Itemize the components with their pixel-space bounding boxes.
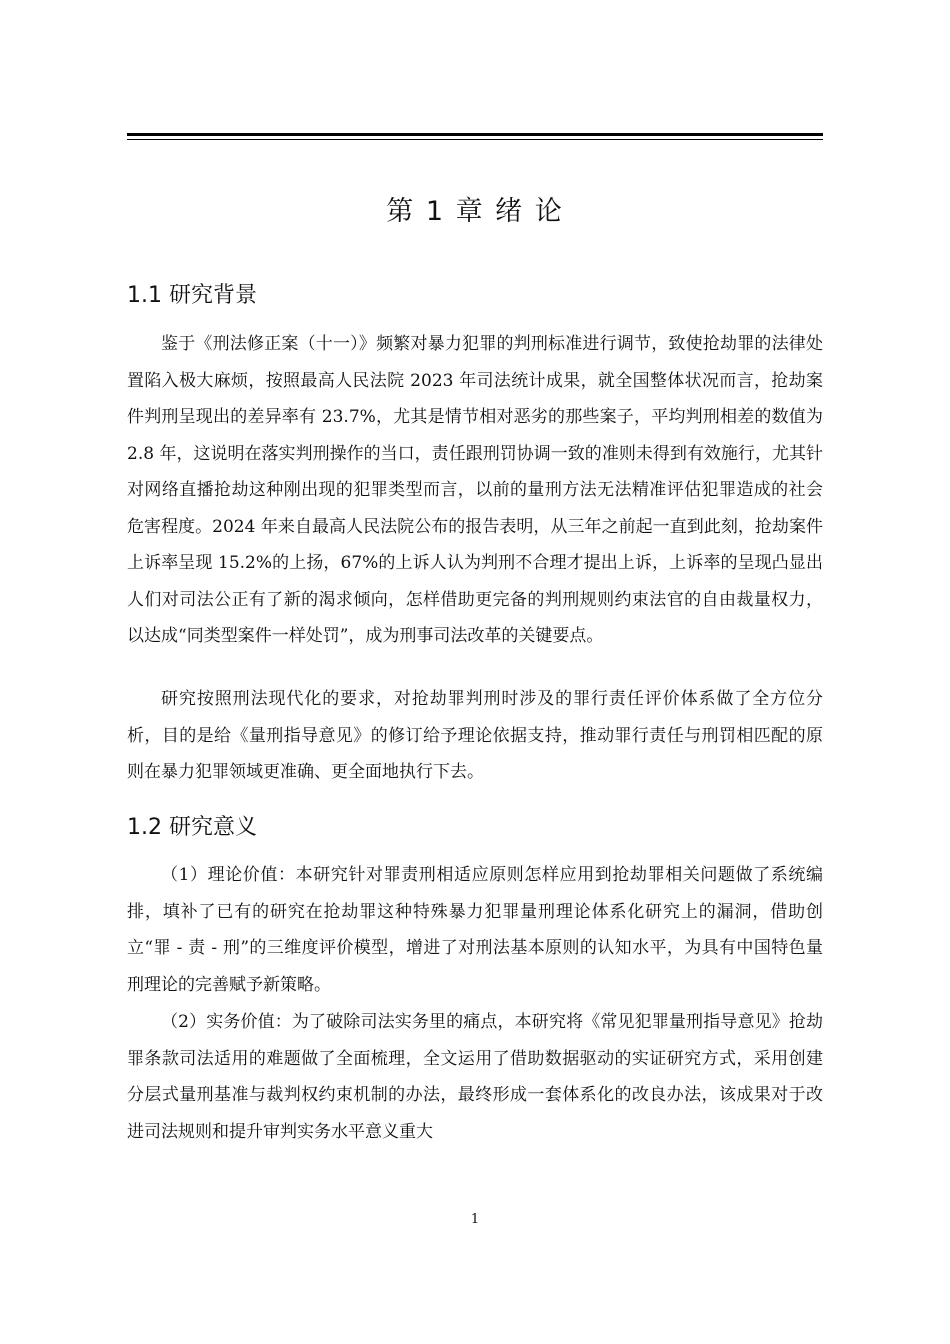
paragraph-background-1: 鉴于《刑法修正案（十一）》频繁对暴力犯罪的判刑标准进行调节，致使抢劫罪的法律处置陷入极大麻烦，按照最高人民法院 2023 年司法统计成果，就全国整体状况而言，抢劫案件判刑呈现出的差异率有 23.7%，尤其是情节相对恶劣的那些案子，平均判刑相差的数值为 2.8 年，这说明在落实判刑操作的当口，责任跟刑罚协调一致的准则未得到有效施行，尤其针对网络直播抢劫这种刚出现的犯罪类型而言，以前的量刑方法无法精准评估犯罪造成的社会危害程度。2024 年来自最高人民法院公布的报告表明，从三年之前起一直到此刻，抢劫案件上诉率呈现 15.2%的上扬，67%的上诉人认为判刑不合理才提出上诉，上诉率的呈现凸显出人们对司法公正有了新的渴求倾向，怎样借助更完备的判刑规则约束法官的自由裁量权力，以达成“同类型案件一样处罚”，成为刑事司法改革的关键要点。 [127, 334, 823, 646]
chapter-title: 第 1 章 绪 论 [386, 196, 564, 227]
section-heading-significance: 1.2 研究意义 [127, 815, 257, 840]
header-rule-thick [127, 133, 823, 136]
section-heading-background: 1.1 研究背景 [127, 283, 257, 308]
paragraph-practical-value: （2）实务价值：为了破除司法实务里的痛点，本研究将《常见犯罪量刑指导意见》抢劫罪条款司法适用的难题做了全面梳理，全文运用了借助数据驱动的实证研究方式，采用创建分层式量刑基准与裁判权约束机制的办法，最终形成一套体系化的改良办法，该成果对于改进司法规则和提升审判实务水平意义重大 [127, 1012, 823, 1142]
page-number: 1 [470, 1212, 480, 1227]
header-rule-thin [127, 139, 823, 140]
paragraph-background-2: 研究按照刑法现代化的要求，对抢劫罪判刑时涉及的罪行责任评价体系做了全方位分析，目的是给《量刑指导意见》的修订给予理论依据支持，推动罪行责任与刑罚相匹配的原则在暴力犯罪领域更准确、更全面地执行下去。 [127, 689, 823, 782]
paragraph-theoretical-value: （1）理论价值：本研究针对罪责刑相适应原则怎样应用到抢劫罪相关问题做了系统编排，填补了已有的研究在抢劫罪这种特殊暴力犯罪量刑理论体系化研究上的漏洞，借助创立“罪 - 责 - 刑”的三维度评价模型，增进了对刑法基本原则的认知水平，为具有中国特色量刑理论的完善赋予新策略。 [127, 865, 823, 995]
